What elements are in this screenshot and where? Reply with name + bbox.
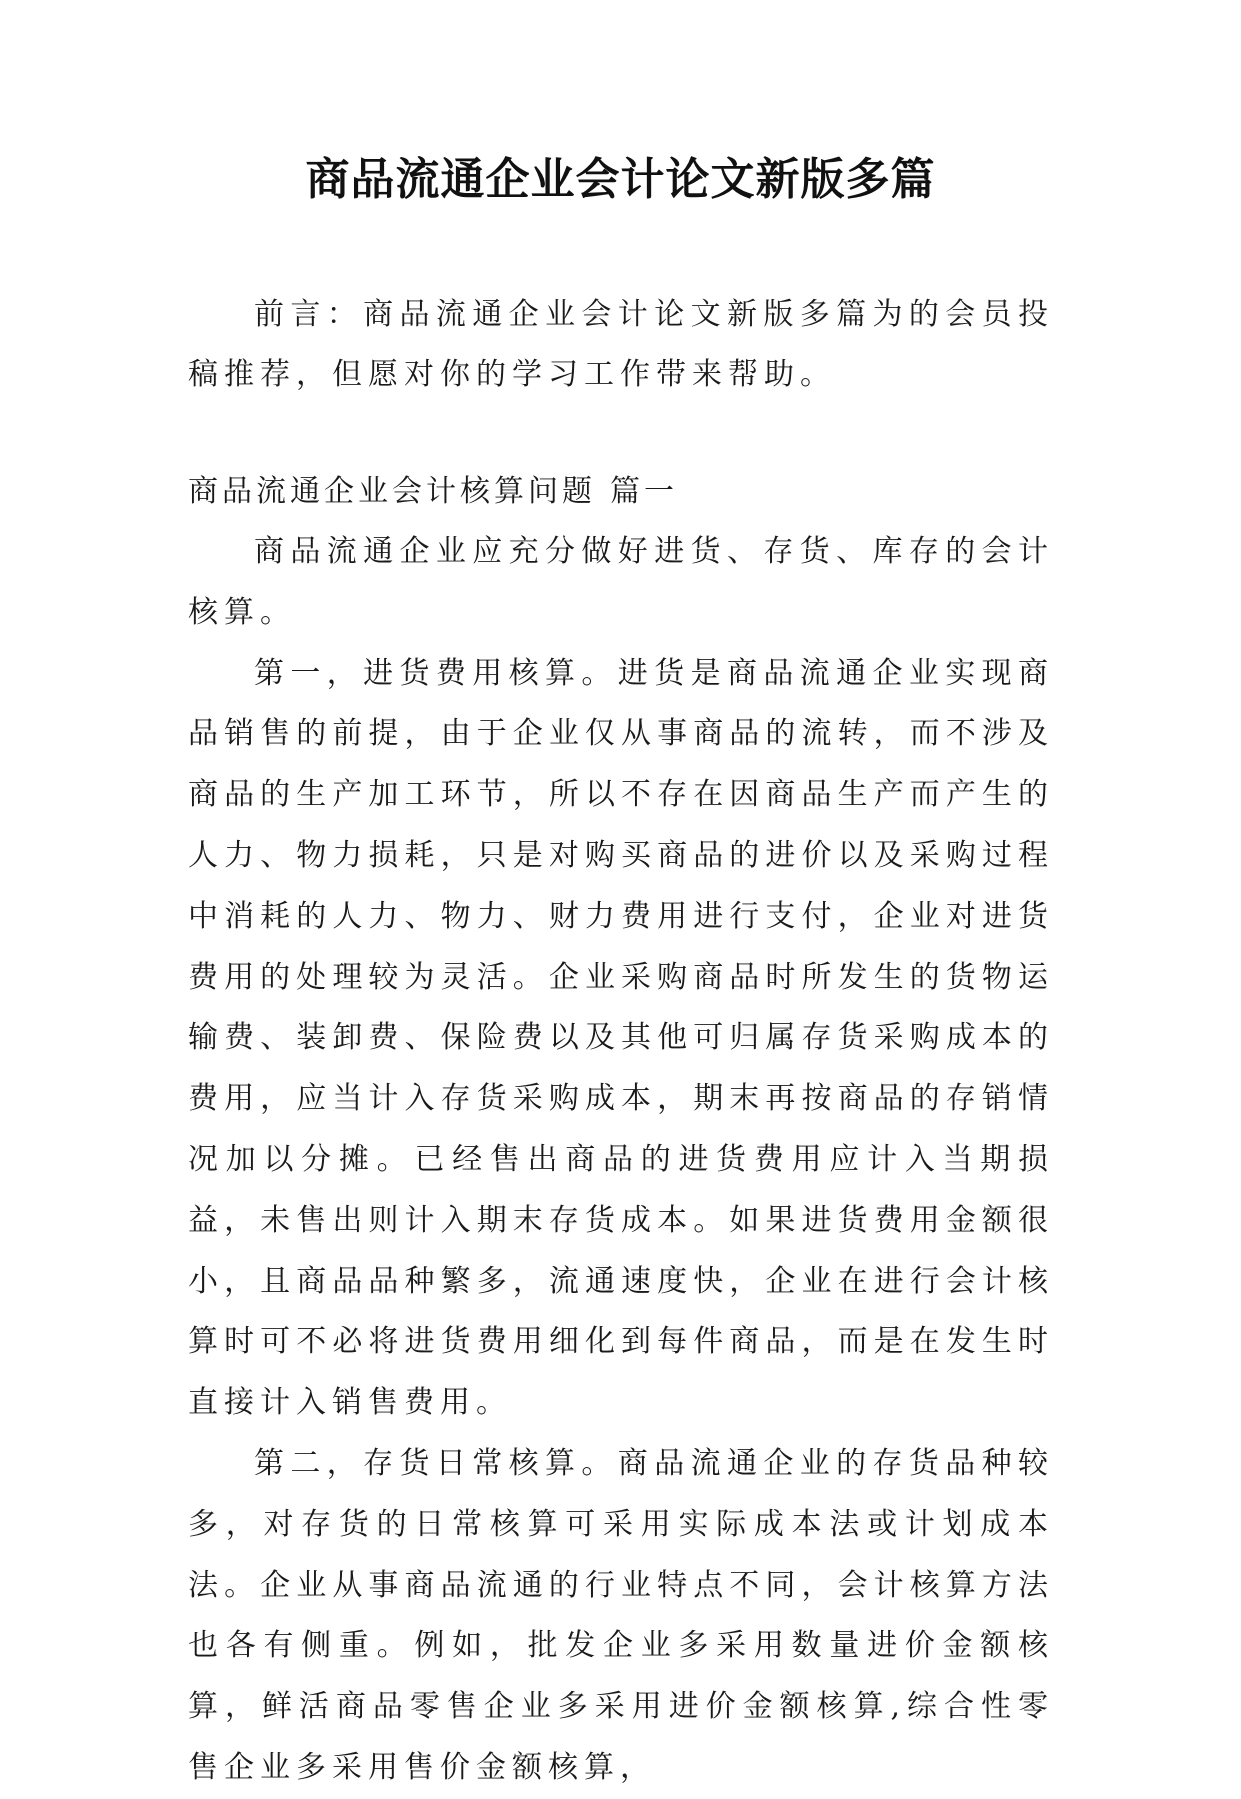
document-title: 商品流通企业会计论文新版多篇 bbox=[305, 154, 936, 205]
paragraph-purchase-cost: 第一，进货费用核算。进货是商品流通企业实现商品销售的前提，由于企业仅从事商品的流转，而不涉及商品的生产加工环节，所以不存在因商品生产而产生的人力、物力损耗，只是对购买商品的进价以及采购过程中消耗的人力、物力、财力费用进行支付，企业对进货费用的处理较为灵活。企业采购商品时所发生的货物运输费、装卸费、保险费以及其他可归属存货采购成本的费用，应当计入存货采购成本，期末再按商品的存销情况加以分摊。已经售出商品的进货费用应计入当期损益，未售出则计入期末存货成本。如果进货费用金额很小，且商品品种繁多，流通速度快，企业在进行会计核算时可不必将进货费用细化到每件商品，而是在发生时直接计入销售费用。 bbox=[188, 655, 1054, 1421]
preface-paragraph: 前言：商品流通企业会计论文新版多篇为的会员投稿推荐，但愿对你的学习工作带来帮助。 bbox=[188, 297, 1054, 392]
section-content bbox=[188, 522, 1054, 1799]
section-heading-text: 商品流通企业会计核算问题 bbox=[188, 474, 596, 509]
paragraph-intro: 商品流通企业应充分做好进货、存货、库存的会计核算。 bbox=[188, 534, 1054, 630]
paragraph-inventory-accounting: 第二，存货日常核算。商品流通企业的存货品种较多，对存货的日常核算可采用实际成本法或计划成本法。企业从事商品流通的行业特点不同，会计核算方法也各有侧重。例如，批发企业多采用数量进价金额核算，鲜活商品零售企业多采用进价金额核算,综合性零售企业多采用售价金额核算， bbox=[188, 1445, 1054, 1785]
section-heading bbox=[188, 462, 1054, 522]
section-label: 篇一 bbox=[610, 474, 678, 509]
